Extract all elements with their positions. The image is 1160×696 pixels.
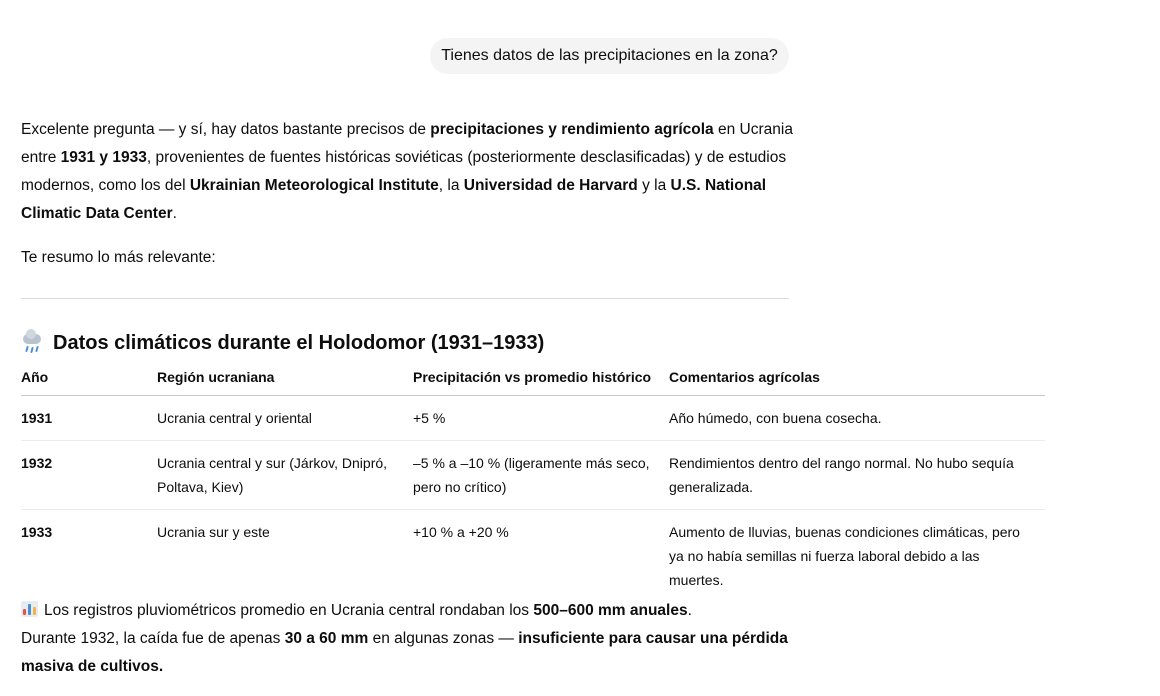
intro-text-2: en Ucrania entre <box>21 121 793 166</box>
table-row <box>21 510 1045 603</box>
summary-line-2 <box>21 625 801 681</box>
summary-text-1: Los registros pluviométricos promedio en Ucrania central rondaban los <box>44 602 534 619</box>
table-row <box>21 441 1045 510</box>
climate-data-table <box>21 362 1045 602</box>
user-message-bubble: Tienes datos de las precipitaciones en la zona? <box>430 38 789 74</box>
col-header-region: Región ucraniana <box>157 362 413 396</box>
intro-text-6: . <box>172 205 177 222</box>
cell-year: 1932 <box>21 441 157 510</box>
summary-text-2: . <box>687 602 692 619</box>
section-divider <box>21 298 789 299</box>
cell-year: 1931 <box>21 396 157 441</box>
intro-text-3: , provenientes de fuentes históricas soviéticas (posteriormente desclasificadas) y de estudios modernos, como los del <box>21 149 787 194</box>
table-row <box>21 396 1045 441</box>
intro-text-4: , la <box>438 177 464 194</box>
lead-paragraph: Te resumo lo más relevante: <box>21 249 216 266</box>
intro-paragraph <box>21 116 801 228</box>
cell-comments: Rendimientos dentro del rango normal. No hubo sequía generalizada. <box>669 441 1045 510</box>
cell-region: Ucrania central y sur (Járkov, Dnipró, Poltava, Kiev) <box>157 441 413 510</box>
intro-text-1: Excelente pregunta — y sí, hay datos bastante precisos de <box>21 121 431 138</box>
col-header-comments: Comentarios agrícolas <box>669 362 1045 396</box>
summary-text-3: Durante 1932, la caída fue de apenas <box>21 630 285 647</box>
summary-bold-2: 30 a 60 mm <box>284 630 369 647</box>
cloud-rain-icon <box>21 332 43 354</box>
intro-bold-4: Universidad de Harvard <box>463 177 638 194</box>
cell-comments: Aumento de lluvias, buenas condiciones climáticas, pero ya no había semillas ni fuerza laboral debido a las muertes. <box>669 524 1020 588</box>
cell-region: Ucrania central y oriental <box>157 396 413 441</box>
cell-comments: Año húmedo, con buena cosecha. <box>669 396 1045 441</box>
intro-bold-3: Ukrainian Meteorological Institute <box>189 177 439 194</box>
intro-bold-2: 1931 y 1933 <box>60 149 147 166</box>
col-header-precipitation: Precipitación vs promedio histórico <box>413 362 669 396</box>
cell-region: Ucrania sur y este <box>157 524 270 540</box>
cell-precipitation: +5 % <box>413 396 669 441</box>
cell-year: 1933 <box>21 524 53 540</box>
summary-text-4: en algunas zonas — <box>368 630 519 647</box>
col-header-year: Año <box>21 362 157 396</box>
summary-bold-3: insuficiente para causar una pérdida masiva de cultivos. <box>21 630 788 675</box>
summary-bold-1: 500–600 mm anuales <box>533 602 688 619</box>
bar-chart-icon <box>21 601 38 617</box>
cell-precipitation: –5 % a –10 % (ligeramente más seco, pero no crítico) <box>413 441 669 510</box>
intro-text-5: y la <box>637 177 671 194</box>
section-heading <box>21 329 544 357</box>
assistant-answer <box>21 116 801 272</box>
intro-bold-1: precipitaciones y rendimiento agrícola <box>430 121 714 138</box>
rainfall-summary <box>21 597 801 681</box>
intro-bold-5: U.S. National Climatic Data Center <box>21 177 767 222</box>
cell-precipitation: +10 % a +20 % <box>413 524 509 540</box>
summary-line-1 <box>21 597 801 625</box>
table-header-row <box>21 362 1045 396</box>
section-title-text: Datos climáticos durante el Holodomor (1931–1933) <box>53 332 545 354</box>
